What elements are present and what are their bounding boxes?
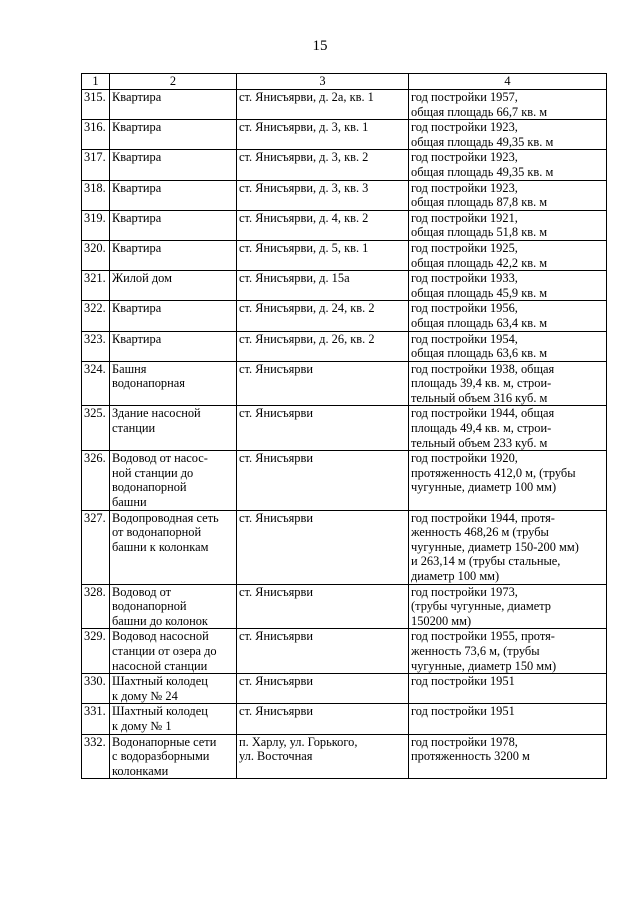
row-number: 326.	[82, 451, 110, 510]
address-cell	[237, 584, 409, 629]
description-cell	[409, 674, 607, 704]
object-name-cell	[110, 240, 237, 270]
row-number: 331.	[82, 704, 110, 734]
object-name-line: Шахтный колодец	[112, 704, 208, 719]
object-name-line: Водовод от насос-	[112, 451, 208, 466]
page-number: 15	[312, 38, 328, 54]
description-line: площадь 39,4 кв. м, строи-	[411, 376, 552, 391]
object-name-line: Шахтный колодец	[112, 674, 208, 689]
address-cell	[237, 629, 409, 674]
description-line: год постройки 1944, общая	[411, 406, 555, 421]
description-line: год постройки 1923,	[411, 180, 518, 195]
address-cell	[237, 120, 409, 150]
row-number: 316.	[82, 120, 110, 150]
address-cell	[237, 674, 409, 704]
table-row	[82, 331, 607, 361]
object-name-line: насосной станции	[112, 658, 208, 673]
description-cell	[409, 301, 607, 331]
table-header-row	[82, 74, 607, 90]
description-line: год постройки 1944, протя-	[411, 510, 555, 525]
description-cell	[409, 150, 607, 180]
description-line: общая площадь 45,9 кв. м	[411, 285, 548, 300]
description-line: общая площадь 49,35 кв. м	[411, 134, 554, 149]
description-cell	[409, 361, 607, 406]
description-line: тельный объем 316 куб. м	[411, 390, 548, 405]
row-number: 317.	[82, 150, 110, 180]
object-name-line: Водонапорные сети	[112, 734, 217, 749]
column-header-4: 4	[409, 74, 607, 90]
address-line: п. Харлу, ул. Горького,	[239, 734, 358, 749]
table-row	[82, 734, 607, 779]
description-cell	[409, 180, 607, 210]
description-cell	[409, 210, 607, 240]
address-cell	[237, 150, 409, 180]
address-line: ул. Восточная	[239, 749, 313, 764]
description-line: год постройки 1978,	[411, 734, 518, 749]
row-number: 318.	[82, 180, 110, 210]
description-line: год постройки 1957,	[411, 90, 518, 104]
object-name-cell	[110, 301, 237, 331]
row-number: 330.	[82, 674, 110, 704]
table-row	[82, 406, 607, 451]
object-name-cell	[110, 331, 237, 361]
address-cell	[237, 734, 409, 779]
address-line: ст. Янисъярви	[239, 704, 313, 719]
object-name-line: Квартира	[112, 331, 162, 346]
object-name-cell	[110, 361, 237, 406]
description-line: женность 73,6 м, (трубы	[411, 643, 540, 658]
object-name-line: ной станции до	[112, 465, 194, 480]
description-line: диаметр 100 мм)	[411, 569, 500, 583]
object-name-cell	[110, 584, 237, 629]
description-line: общая площадь 42,2 кв. м	[411, 255, 548, 270]
row-number: 322.	[82, 301, 110, 331]
object-name-line: станции от озера до	[112, 643, 217, 658]
object-name-cell	[110, 674, 237, 704]
object-name-cell	[110, 629, 237, 674]
address-cell	[237, 406, 409, 451]
description-cell	[409, 451, 607, 510]
description-line: год постройки 1933,	[411, 271, 518, 286]
table-row	[82, 301, 607, 331]
description-cell	[409, 584, 607, 629]
address-line: ст. Янисъярви	[239, 361, 313, 376]
description-line: женность 468,26 м (трубы	[411, 525, 549, 540]
table-body	[82, 90, 607, 779]
table-row	[82, 120, 607, 150]
object-name-line: к дому № 1	[112, 718, 172, 733]
property-registry-table	[81, 73, 607, 779]
object-name-line: башни до колонок	[112, 613, 208, 628]
description-cell	[409, 120, 607, 150]
column-header-1: 1	[82, 74, 110, 90]
row-number: 329.	[82, 629, 110, 674]
address-cell	[237, 180, 409, 210]
description-line: год постройки 1920,	[411, 451, 518, 466]
object-name-cell	[110, 150, 237, 180]
table-row	[82, 584, 607, 629]
address-cell	[237, 331, 409, 361]
table-row	[82, 90, 607, 120]
address-cell	[237, 301, 409, 331]
object-name-cell	[110, 510, 237, 584]
row-number: 327.	[82, 510, 110, 584]
object-name-cell	[110, 704, 237, 734]
description-line: общая площадь 87,8 кв. м	[411, 195, 548, 210]
address-line: ст. Янисъярви	[239, 451, 313, 466]
object-name-cell	[110, 406, 237, 451]
description-cell	[409, 271, 607, 301]
row-number: 325.	[82, 406, 110, 451]
table-row	[82, 271, 607, 301]
description-cell	[409, 406, 607, 451]
object-name-line: от водонапорной	[112, 525, 202, 540]
object-name-line: к дому № 24	[112, 688, 178, 703]
object-name-line: Здание насосной	[112, 406, 201, 421]
description-line: год постройки 1925,	[411, 240, 518, 255]
object-name-line: Жилой дом	[112, 271, 172, 286]
row-number: 315.	[82, 90, 110, 120]
address-line: ст. Янисъярви	[239, 406, 313, 421]
description-line: год постройки 1973,	[411, 584, 518, 599]
column-header-2: 2	[110, 74, 237, 90]
address-cell	[237, 704, 409, 734]
description-line: чугунные, диаметр 150 мм)	[411, 658, 557, 673]
table-row	[82, 361, 607, 406]
description-line: общая площадь 66,7 кв. м	[411, 104, 548, 119]
description-line: год постройки 1956,	[411, 301, 518, 316]
table-row	[82, 240, 607, 270]
description-line: год постройки 1954,	[411, 331, 518, 346]
description-line: год постройки 1938, общая	[411, 361, 555, 376]
row-number: 319.	[82, 210, 110, 240]
object-name-line: Квартира	[112, 90, 162, 104]
description-line: площадь 49,4 кв. м, строи-	[411, 421, 552, 436]
object-name-cell	[110, 451, 237, 510]
description-line: год постройки 1951	[411, 704, 515, 719]
description-cell	[409, 734, 607, 779]
address-cell	[237, 361, 409, 406]
description-cell	[409, 704, 607, 734]
table-row	[82, 150, 607, 180]
description-line: тельный объем 233 куб. м	[411, 435, 548, 450]
address-line: ст. Янисъярви, д. 15а	[239, 271, 350, 286]
object-name-line: станции	[112, 421, 156, 436]
description-cell	[409, 510, 607, 584]
address-cell	[237, 90, 409, 120]
description-line: год постройки 1955, протя-	[411, 629, 555, 644]
row-number: 328.	[82, 584, 110, 629]
object-name-line: Квартира	[112, 301, 162, 316]
description-line: протяженность 412,0 м, (трубы	[411, 465, 576, 480]
object-name-line: водонапорная	[112, 376, 185, 391]
column-header-3: 3	[237, 74, 409, 90]
table-row	[82, 674, 607, 704]
object-name-line: Водовод от	[112, 584, 172, 599]
address-line: ст. Янисъярви, д. 5, кв. 1	[239, 240, 369, 255]
object-name-cell	[110, 734, 237, 779]
address-cell	[237, 271, 409, 301]
description-line: год постройки 1923,	[411, 150, 518, 165]
address-cell	[237, 210, 409, 240]
address-line: ст. Янисъярви, д. 2а, кв. 1	[239, 90, 374, 104]
object-name-line: колонками	[112, 763, 169, 778]
address-cell	[237, 451, 409, 510]
object-name-line: Водопроводная сеть	[112, 510, 219, 525]
table-row	[82, 704, 607, 734]
object-name-line: башни к колонкам	[112, 539, 209, 554]
table-row	[82, 629, 607, 674]
object-name-line: Башня	[112, 361, 147, 376]
row-number: 320.	[82, 240, 110, 270]
address-line: ст. Янисъярви, д. 3, кв. 3	[239, 180, 369, 195]
row-number: 321.	[82, 271, 110, 301]
table-row	[82, 210, 607, 240]
address-line: ст. Янисъярви	[239, 510, 313, 525]
object-name-line: Квартира	[112, 240, 162, 255]
object-name-cell	[110, 180, 237, 210]
object-name-line: Квартира	[112, 150, 162, 165]
object-name-cell	[110, 120, 237, 150]
table-row	[82, 180, 607, 210]
description-cell	[409, 240, 607, 270]
description-line: общая площадь 63,4 кв. м	[411, 315, 548, 330]
address-line: ст. Янисъярви	[239, 584, 313, 599]
description-line: год постройки 1951	[411, 674, 515, 689]
table-row	[82, 451, 607, 510]
description-line: протяженность 3200 м	[411, 749, 530, 764]
object-name-line: с водоразборными	[112, 749, 210, 764]
description-line: 150200 мм)	[411, 613, 472, 628]
address-line: ст. Янисъярви, д. 24, кв. 2	[239, 301, 375, 316]
object-name-line: Квартира	[112, 180, 162, 195]
address-line: ст. Янисъярви, д. 3, кв. 2	[239, 150, 369, 165]
description-line: чугунные, диаметр 100 мм)	[411, 480, 557, 495]
object-name-line: водонапорной	[112, 599, 187, 614]
address-line: ст. Янисъярви	[239, 674, 313, 689]
description-cell	[409, 629, 607, 674]
object-name-line: башни	[112, 495, 147, 510]
address-cell	[237, 510, 409, 584]
object-name-cell	[110, 90, 237, 120]
description-line: общая площадь 63,6 кв. м	[411, 346, 548, 361]
address-line: ст. Янисъярви, д. 3, кв. 1	[239, 120, 369, 135]
address-line: ст. Янисъярви, д. 26, кв. 2	[239, 331, 375, 346]
description-line: и 263,14 м (трубы стальные,	[411, 554, 561, 569]
address-cell	[237, 240, 409, 270]
object-name-line: Квартира	[112, 120, 162, 135]
description-line: год постройки 1921,	[411, 210, 518, 225]
description-cell	[409, 331, 607, 361]
row-number: 323.	[82, 331, 110, 361]
object-name-cell	[110, 210, 237, 240]
description-line: общая площадь 51,8 кв. м	[411, 225, 548, 240]
object-name-cell	[110, 271, 237, 301]
object-name-line: Водовод насосной	[112, 629, 209, 644]
description-line: (трубы чугунные, диаметр	[411, 599, 552, 614]
description-line: чугунные, диаметр 150-200 мм)	[411, 539, 579, 554]
object-name-line: Квартира	[112, 210, 162, 225]
table-row	[82, 510, 607, 584]
object-name-line: водонапорной	[112, 480, 187, 495]
description-line: год постройки 1923,	[411, 120, 518, 135]
row-number: 324.	[82, 361, 110, 406]
row-number: 332.	[82, 734, 110, 779]
description-line: общая площадь 49,35 кв. м	[411, 164, 554, 179]
address-line: ст. Янисъярви	[239, 629, 313, 644]
description-cell	[409, 90, 607, 120]
address-line: ст. Янисъярви, д. 4, кв. 2	[239, 210, 369, 225]
